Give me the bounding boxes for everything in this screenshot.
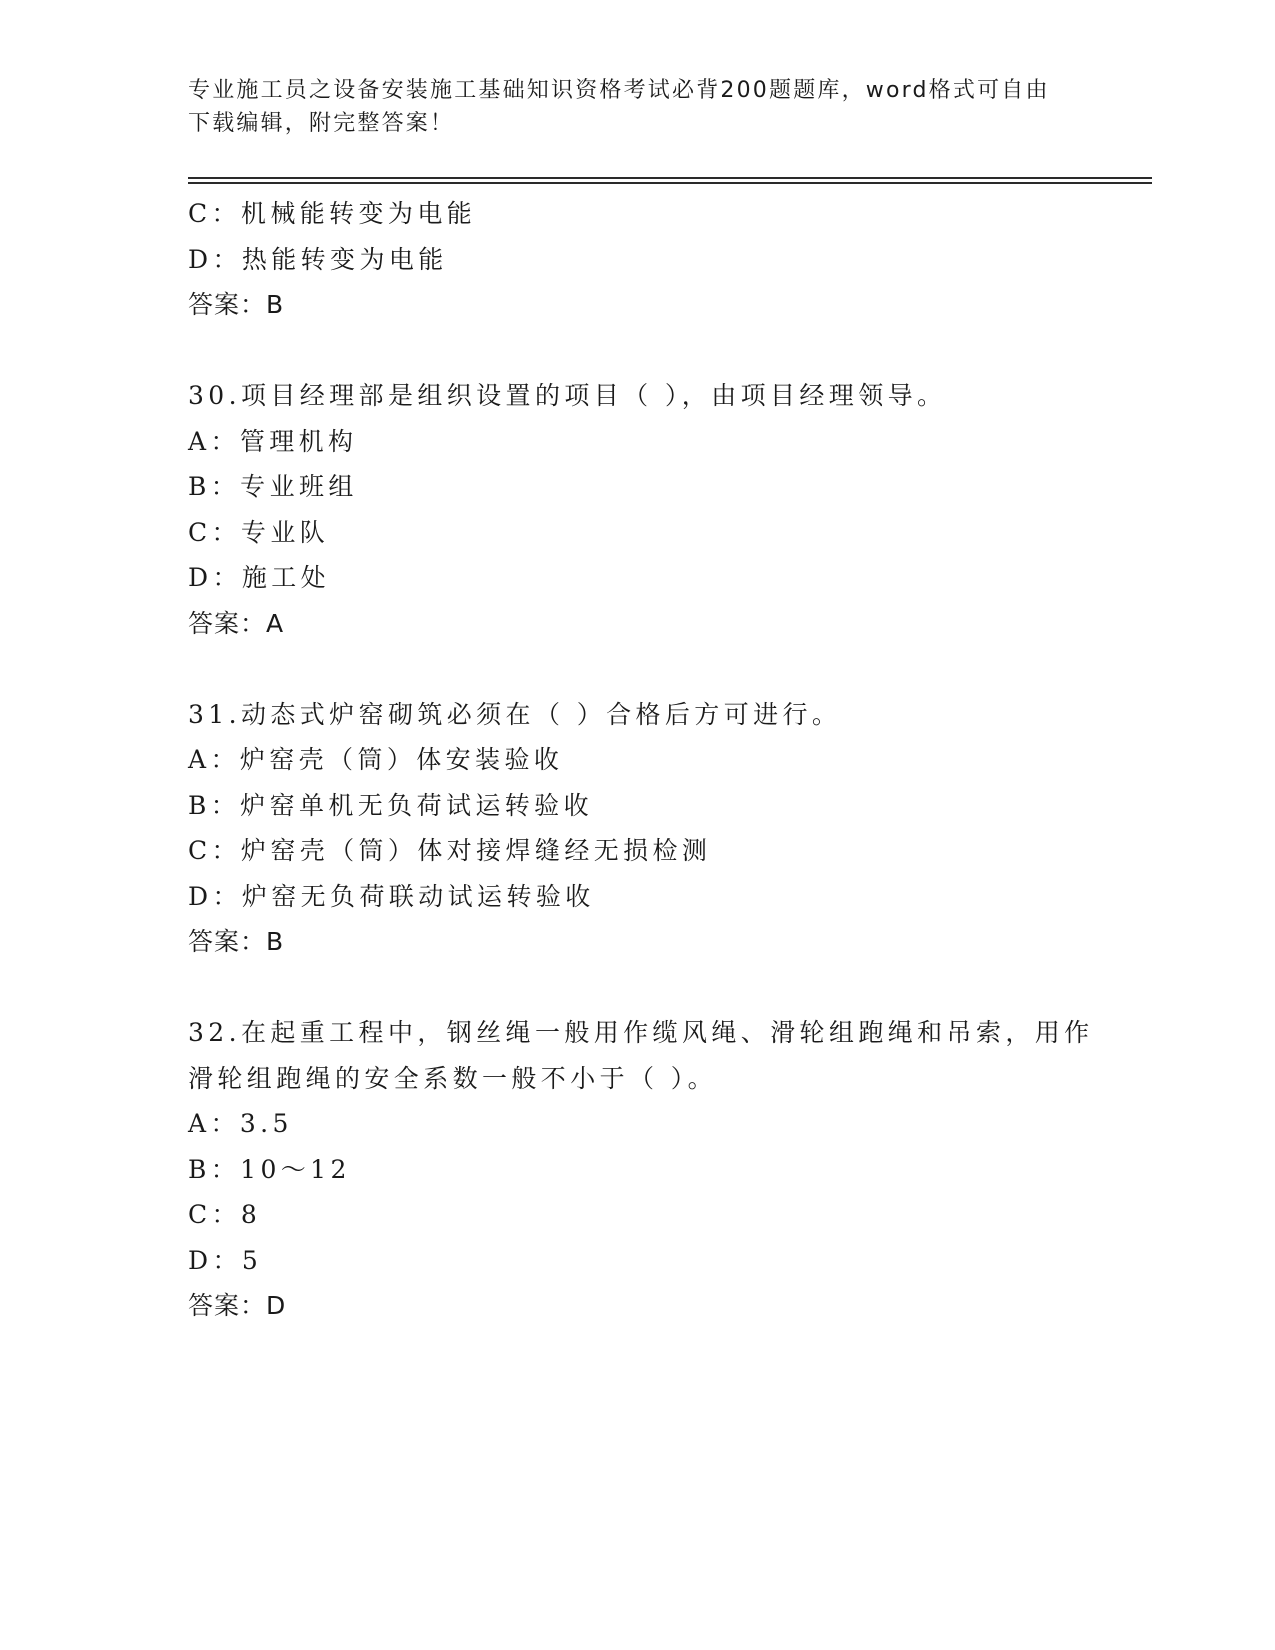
spacer xyxy=(188,965,1088,1011)
question-31 xyxy=(188,692,1088,965)
option-d: D：热能转变为电能 xyxy=(188,244,448,274)
document-header xyxy=(188,74,1078,140)
option-c: C：炉窑壳（筒）体对接焊缝经无损检测 xyxy=(188,836,712,865)
option-d: D：5 xyxy=(188,1245,263,1275)
option-c: C：8 xyxy=(188,1200,262,1229)
question-stem: 31.动态式炉窑砌筑必须在（ ）合格后方可进行。 xyxy=(188,699,842,729)
option-d: D：炉窑无负荷联动试运转验收 xyxy=(188,881,595,911)
question-stem: 30.项目经理部是组织设置的项目（ ），由项目经理领导。 xyxy=(188,381,947,410)
option-a: A：炉窑壳（筒）体安装验收 xyxy=(188,745,564,774)
question-30 xyxy=(188,373,1088,646)
header-title-line-1: 专业施工员之设备安装施工基础知识资格考试必背200题题库，word格式可自由 xyxy=(188,78,1050,103)
answer-line: 答案：A xyxy=(188,608,285,638)
question-continued xyxy=(188,191,1088,328)
option-b: B：10～12 xyxy=(188,1154,351,1184)
spacer xyxy=(188,328,1088,374)
option-d: D：施工处 xyxy=(188,563,331,592)
question-stem-line-2: 滑轮组跑绳的安全系数一般不小于（ ）。 xyxy=(188,1063,718,1093)
answer-line: 答案：B xyxy=(188,927,285,956)
answer-line: 答案：B xyxy=(188,290,285,319)
question-32 xyxy=(188,1010,1094,1329)
header-divider-top xyxy=(188,177,1152,179)
option-a: A：管理机构 xyxy=(188,426,358,456)
question-stem-line-1: 32.在起重工程中，钢丝绳一般用作缆风绳、滑轮组跑绳和吊索，用作 xyxy=(188,1018,1094,1047)
option-a: A：3.5 xyxy=(188,1109,293,1138)
header-divider-bottom xyxy=(188,182,1152,184)
question-list xyxy=(188,191,1094,1329)
header-title-line-2: 下载编辑，附完整答案！ xyxy=(188,111,455,136)
option-b: B：专业班组 xyxy=(188,472,358,501)
spacer xyxy=(188,646,1088,692)
answer-line: 答案：D xyxy=(188,1291,287,1320)
option-c: C：专业队 xyxy=(188,517,330,547)
option-c: C：机械能转变为电能 xyxy=(188,199,477,228)
option-b: B：炉窑单机无负荷试运转验收 xyxy=(188,790,593,820)
